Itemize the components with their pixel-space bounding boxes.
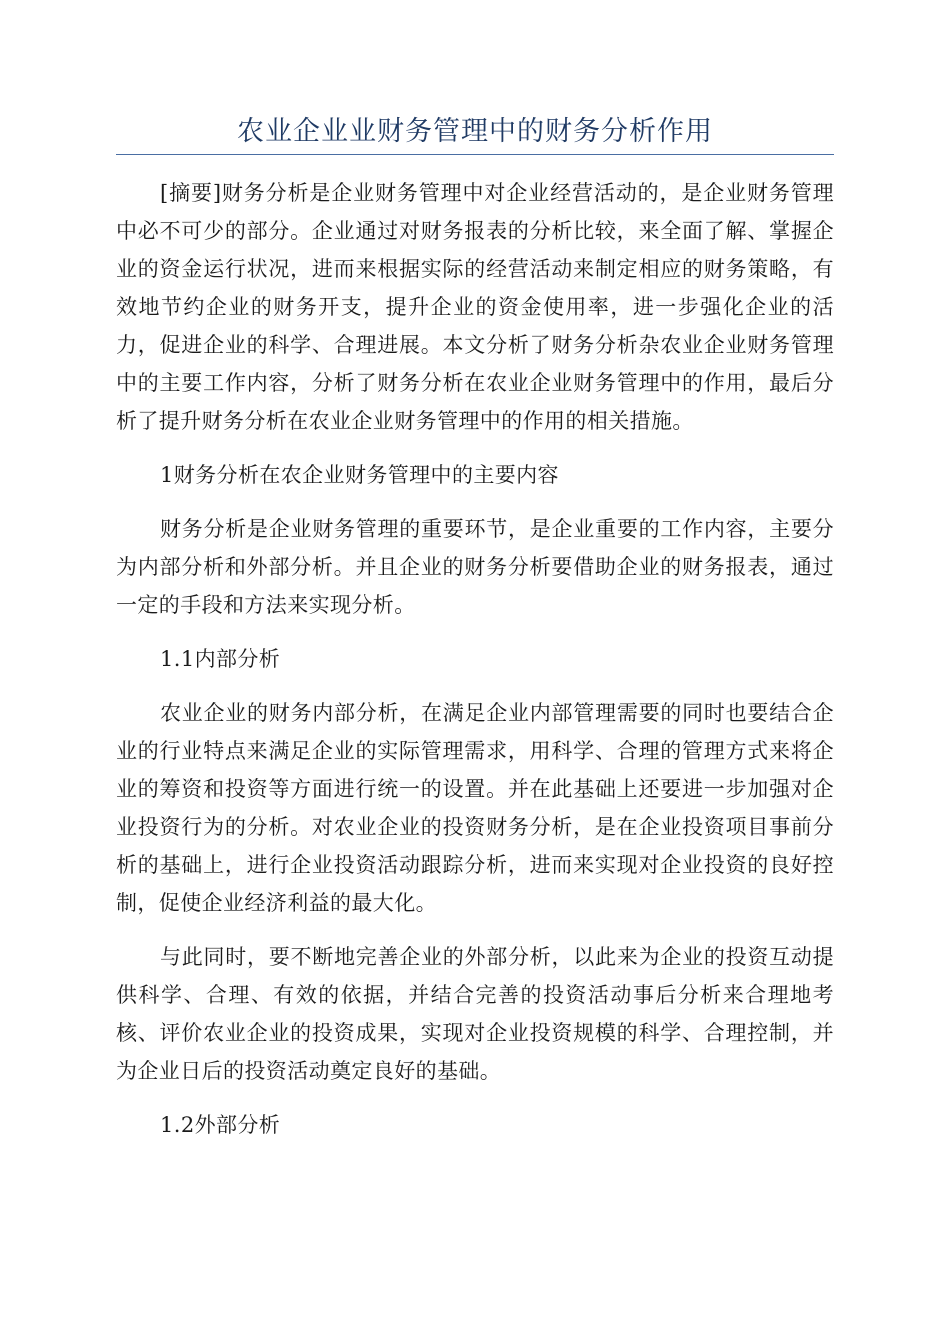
abstract-paragraph: [摘要]财务分析是企业财务管理中对企业经营活动的，是企业财务管理中必不可少的部分。企业通过对财务报表的分析比较，来全面了解、掌握企业的资金运行状况，进而来根据实际的经营活动来制定相应的财务策略，有效地节约企业的财务开支，提升企业的资金使用率，进一步强化企业的活力，促进企业的科学、合理进展。本文分析了财务分析杂农业企业财务管理中的主要工作内容，分析了财务分析在农业企业财务管理中的作用，最后分析了提升财务分析在农业企业财务管理中的作用的相关措施。: [116, 181, 834, 433]
subsection-1-1-paragraph-2: 与此同时，要不断地完善企业的外部分析，以此来为企业的投资互动提供科学、合理、有效的依据，并结合完善的投资活动事后分析来合理地考核、评价农业企业的投资成果，实现对企业投资规模的科学、合理控制，并为企业日后的投资活动奠定良好的基础。: [116, 945, 834, 1083]
subsection-heading-1-2: 1.2外部分析: [160, 1113, 281, 1137]
section-1-paragraph: 财务分析是企业财务管理的重要环节，是企业重要的工作内容，主要分为内部分析和外部分析。并且企业的财务分析要借助企业的财务报表，通过一定的手段和方法来实现分析。: [116, 517, 834, 617]
subsection-1-1-paragraph-1: 农业企业的财务内部分析，在满足企业内部管理需要的同时也要结合企业的行业特点来满足企业的实际管理需求，用科学、合理的管理方式来将企业的筹资和投资等方面进行统一的设置。并在此基础上还要进一步加强对企业投资行为的分析。对农业企业的投资财务分析，是在企业投资项目事前分析的基础上，进行企业投资活动跟踪分析，进而来实现对企业投资的良好控制，促使企业经济利益的最大化。: [116, 701, 834, 915]
section-heading-1: 1财务分析在农企业财务管理中的主要内容: [160, 463, 559, 487]
document-body: [116, 174, 834, 1160]
document-title: 农业企业业财务管理中的财务分析作用: [237, 116, 713, 147]
title-underline: [116, 154, 834, 155]
subsection-heading-1-1: 1.1内部分析: [160, 647, 281, 671]
